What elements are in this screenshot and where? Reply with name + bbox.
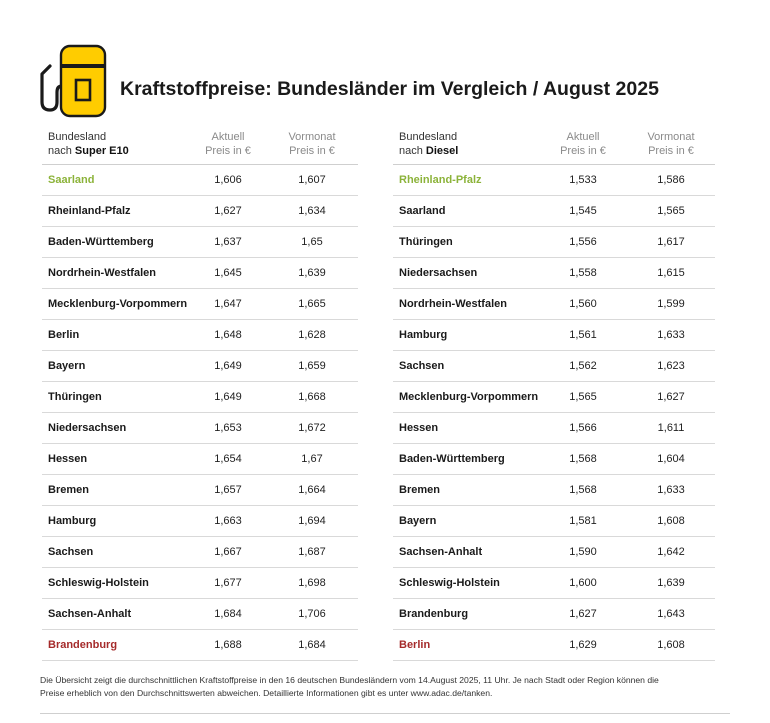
previous-price: 1,664 (298, 484, 326, 496)
state-name: Sachsen-Anhalt (399, 546, 483, 558)
previous-price: 1,659 (298, 360, 326, 372)
previous-price: 1,694 (298, 515, 326, 527)
previous-price: 1,687 (298, 546, 326, 558)
current-price: 1,649 (214, 391, 242, 403)
previous-price: 1,643 (657, 608, 685, 620)
table-row (42, 196, 358, 227)
previous-price: 1,617 (657, 236, 685, 248)
current-price: 1,561 (569, 329, 597, 341)
table-row (393, 320, 715, 351)
fuel-type-label: Super E10 (74, 145, 129, 157)
previous-price: 1,565 (657, 205, 685, 217)
previous-price: 1,607 (298, 174, 326, 186)
previous-price: 1,628 (298, 329, 326, 341)
previous-price: 1,668 (298, 391, 326, 403)
previous-price: 1,672 (298, 422, 326, 434)
table-row (42, 537, 358, 568)
previous-price: 1,684 (298, 639, 326, 651)
state-name: Sachsen (399, 360, 445, 372)
table-row (42, 413, 358, 444)
table-row (42, 258, 358, 289)
table-row (393, 599, 715, 630)
previous-price: 1,611 (657, 422, 685, 434)
previous-price: 1,639 (298, 267, 326, 279)
fuel-type-label: Diesel (425, 145, 459, 157)
state-name: Brandenburg (48, 639, 118, 651)
previous-price: 1,698 (298, 577, 326, 589)
table-row (42, 382, 358, 413)
previous-price: 1,599 (657, 298, 685, 310)
table-row (393, 351, 715, 382)
current-price: 1,562 (569, 360, 597, 372)
current-price: 1,581 (569, 515, 597, 527)
state-name: Niedersachsen (399, 267, 478, 279)
table-row (42, 599, 358, 630)
previous-price: 1,642 (657, 546, 685, 558)
state-name: Rheinland-Pfalz (48, 205, 131, 217)
current-price: 1,654 (214, 453, 242, 465)
table-row (42, 568, 358, 599)
current-price: 1,649 (214, 360, 242, 372)
state-name: Brandenburg (399, 608, 469, 620)
table-row (393, 165, 715, 196)
state-name: Bayern (48, 360, 86, 372)
table-row (42, 630, 358, 661)
state-name: Mecklenburg-Vorpommern (48, 298, 188, 310)
current-price: 1,565 (569, 391, 597, 403)
state-name: Schleswig-Holstein (48, 577, 149, 589)
table-body (393, 164, 715, 661)
current-price: 1,556 (569, 236, 597, 248)
state-name: Thüringen (399, 236, 453, 248)
current-price: 1,566 (569, 422, 597, 434)
table-row (393, 537, 715, 568)
current-price: 1,648 (214, 329, 242, 341)
previous-price: 1,608 (657, 639, 685, 651)
previous-price: 1,665 (298, 298, 326, 310)
state-name: Nordrhein-Westfalen (399, 298, 507, 310)
current-price: 1,653 (214, 422, 242, 434)
current-price: 1,606 (214, 174, 242, 186)
previous-price: 1,615 (657, 267, 685, 279)
current-price: 1,533 (569, 174, 597, 186)
fuel-pump-icon (38, 44, 110, 120)
table-row (393, 506, 715, 537)
state-name: Niedersachsen (48, 422, 127, 434)
previous-price: 1,639 (657, 577, 685, 589)
current-price: 1,558 (569, 267, 597, 279)
table-row (42, 351, 358, 382)
state-name: Thüringen (48, 391, 102, 403)
current-price: 1,568 (569, 484, 597, 496)
current-price: 1,663 (214, 515, 242, 527)
state-name: Hamburg (48, 515, 97, 527)
current-price: 1,647 (214, 298, 242, 310)
table-body (42, 164, 358, 661)
current-price: 1,627 (214, 205, 242, 217)
table-row (42, 444, 358, 475)
table-row (42, 165, 358, 196)
current-price: 1,667 (214, 546, 242, 558)
current-price: 1,600 (569, 577, 597, 589)
column-header-previous: Vormonat Preis in € (647, 131, 695, 157)
footnote: Die Übersicht zeigt die durchschnittlichen Kraftstoffpreise in den 16 deutschen Bundesländern vom 14.August 2025, 11 Uhr. Je nach Stadt oder Region können die Preise erheblich von den Durchschnittswerten abweichen. Detaillierte Informationen gibt es unter www.adac.de/tanken. (40, 675, 659, 698)
table-row (393, 382, 715, 413)
current-price: 1,545 (569, 205, 597, 217)
column-header-state: Bundesland nach Diesel (399, 131, 459, 157)
previous-price: 1,634 (298, 205, 326, 217)
state-name: Saarland (48, 174, 95, 186)
table-row (393, 289, 715, 320)
state-name: Mecklenburg-Vorpommern (399, 391, 539, 403)
table-super-e10 (42, 130, 358, 661)
state-name: Berlin (399, 639, 431, 651)
column-header-current: Aktuell Preis in € (205, 131, 251, 157)
previous-price: 1,65 (301, 236, 323, 248)
state-name: Schleswig-Holstein (399, 577, 500, 589)
state-name: Rheinland-Pfalz (399, 174, 482, 186)
state-name: Bremen (48, 484, 89, 496)
state-name: Nordrhein-Westfalen (48, 267, 156, 279)
previous-price: 1,627 (657, 391, 685, 403)
table-row (393, 258, 715, 289)
state-name: Hessen (399, 422, 439, 434)
state-name: Saarland (399, 205, 446, 217)
previous-price: 1,67 (301, 453, 323, 465)
table-row (393, 568, 715, 599)
table-row (42, 475, 358, 506)
current-price: 1,568 (569, 453, 597, 465)
current-price: 1,560 (569, 298, 597, 310)
table-row (42, 289, 358, 320)
state-name: Sachsen-Anhalt (48, 608, 132, 620)
current-price: 1,590 (569, 546, 597, 558)
table-diesel (393, 130, 715, 661)
table-row (393, 196, 715, 227)
previous-price: 1,608 (657, 515, 685, 527)
current-price: 1,677 (214, 577, 242, 589)
table-row (393, 413, 715, 444)
previous-price: 1,604 (657, 453, 685, 465)
current-price: 1,657 (214, 484, 242, 496)
table-row (393, 227, 715, 258)
current-price: 1,627 (569, 608, 597, 620)
column-header-previous: Vormonat Preis in € (288, 131, 336, 157)
table-row (393, 630, 715, 661)
state-name: Bremen (399, 484, 440, 496)
state-name: Hamburg (399, 329, 448, 341)
current-price: 1,684 (214, 608, 242, 620)
divider (40, 713, 730, 714)
table-header (42, 130, 358, 164)
state-name: Bayern (399, 515, 437, 527)
state-name: Baden-Württemberg (399, 453, 505, 465)
table-row (42, 320, 358, 351)
column-header-current: Aktuell Preis in € (560, 131, 606, 157)
table-row (42, 227, 358, 258)
current-price: 1,688 (214, 639, 242, 651)
column-header-state: Bundesland nach Super E10 (48, 131, 129, 157)
previous-price: 1,633 (657, 484, 685, 496)
current-price: 1,637 (214, 236, 242, 248)
current-price: 1,645 (214, 267, 242, 279)
previous-price: 1,623 (657, 360, 685, 372)
current-price: 1,629 (569, 639, 597, 651)
previous-price: 1,706 (298, 608, 326, 620)
table-row (393, 444, 715, 475)
state-name: Baden-Württemberg (48, 236, 154, 248)
table-header (393, 130, 715, 164)
previous-price: 1,633 (657, 329, 685, 341)
table-row (393, 475, 715, 506)
table-row (42, 506, 358, 537)
page-title: Kraftstoffpreise: Bundesländer im Vergleich / August 2025 (120, 78, 659, 100)
state-name: Hessen (48, 453, 88, 465)
state-name: Sachsen (48, 546, 94, 558)
previous-price: 1,586 (657, 174, 685, 186)
state-name: Berlin (48, 329, 80, 341)
